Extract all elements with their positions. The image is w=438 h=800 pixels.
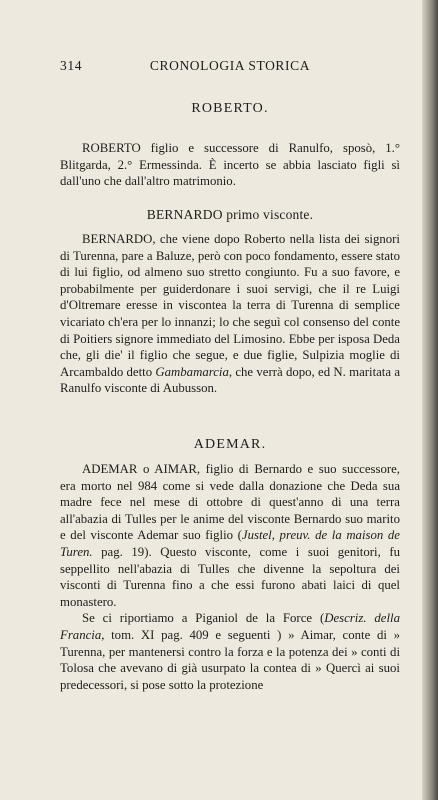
paragraph <box>60 610 400 693</box>
italic-name: Gambamarcia <box>155 364 229 379</box>
italic-citation: Justel, preuv. de la maison de Turen. <box>60 528 400 559</box>
text-run: pag. 19). Questo visconte, come i suoi genitori, fu seppellito nell'abazia di Tulles che divenne la sepoltura dei visconti di Turenna fino a che essi furono abati laici di quel monastero. <box>60 544 400 609</box>
section-heading-bernardo <box>60 207 400 223</box>
heading-rest: primo visconte. <box>222 207 314 222</box>
text-run: , tom. XI pag. 409 e seguenti ) » Aimar, conte di » Turenna, per mantenersi contro la forza e la potenza dei » conti di Tolosa che avevano di già usurpato la contea di » Quercì ai suoi predecessori, si pose sotto la protezione <box>60 627 400 692</box>
italic-citation: Descriz. della Francia <box>60 611 400 642</box>
text-run: Se ci riportiamo a Piganiol de la Force ( <box>82 611 325 626</box>
page-number: 314 <box>60 58 83 73</box>
paragraph <box>60 231 400 397</box>
section-heading-ademar: ADEMAR. <box>193 437 267 452</box>
running-title: CRONOLOGIA STORICA <box>149 58 311 73</box>
text-run: BERNARDO, che viene dopo Roberto nella lista dei signori di Turenna, pare a Baluze, però con poco fondamento, essere stato di lui figlio, od almeno suo stretto congiunto. Fu a suo favore, e probabilmente per guiderdonare i suoi servigi, che il re Luigi d'Oltremare eresse in viscontea la terra di Turenna di semplice vicariato ch'era per lo innanzi; lo che seguì col consenso del conte di Poitiers signore immediato del Limosino. Ebbe per isposa Deda che, gli die' il figlio che segue, e due figlie, Sulpizia moglie di Arcambaldo detto <box>60 232 400 379</box>
section-heading-roberto: ROBERTO. <box>191 101 269 116</box>
page-gutter-shadow <box>422 0 438 800</box>
section-body-ademar <box>60 461 400 693</box>
section-body-bernardo <box>60 231 400 397</box>
heading-name: BERNARDO <box>146 207 223 222</box>
text-run: , che verrà dopo, ed N. maritata a Ranulfo visconte di Aubusson. <box>60 364 401 396</box>
section-body-roberto <box>60 140 400 190</box>
paragraph: ROBERTO figlio e successore di Ranulfo, sposò, 1.° Blitgarda, 2.° Ermessinda. È incerto se abbia lasciato figli sì dall'uno che dall'altro matrimonio. <box>60 141 400 189</box>
paragraph <box>60 461 400 610</box>
text-run: ADEMAR o AIMAR, figlio di Bernardo e suo successore, era morto nel 984 come si vede dalla donazione che Deda sua madre fece nel mese di ottobre di quest'anno di una terra all'abazia di Tulles per le anime del visconte Bernardo suo marito e del visconte Ademar suo figlio ( <box>60 462 400 543</box>
running-header <box>60 58 400 76</box>
